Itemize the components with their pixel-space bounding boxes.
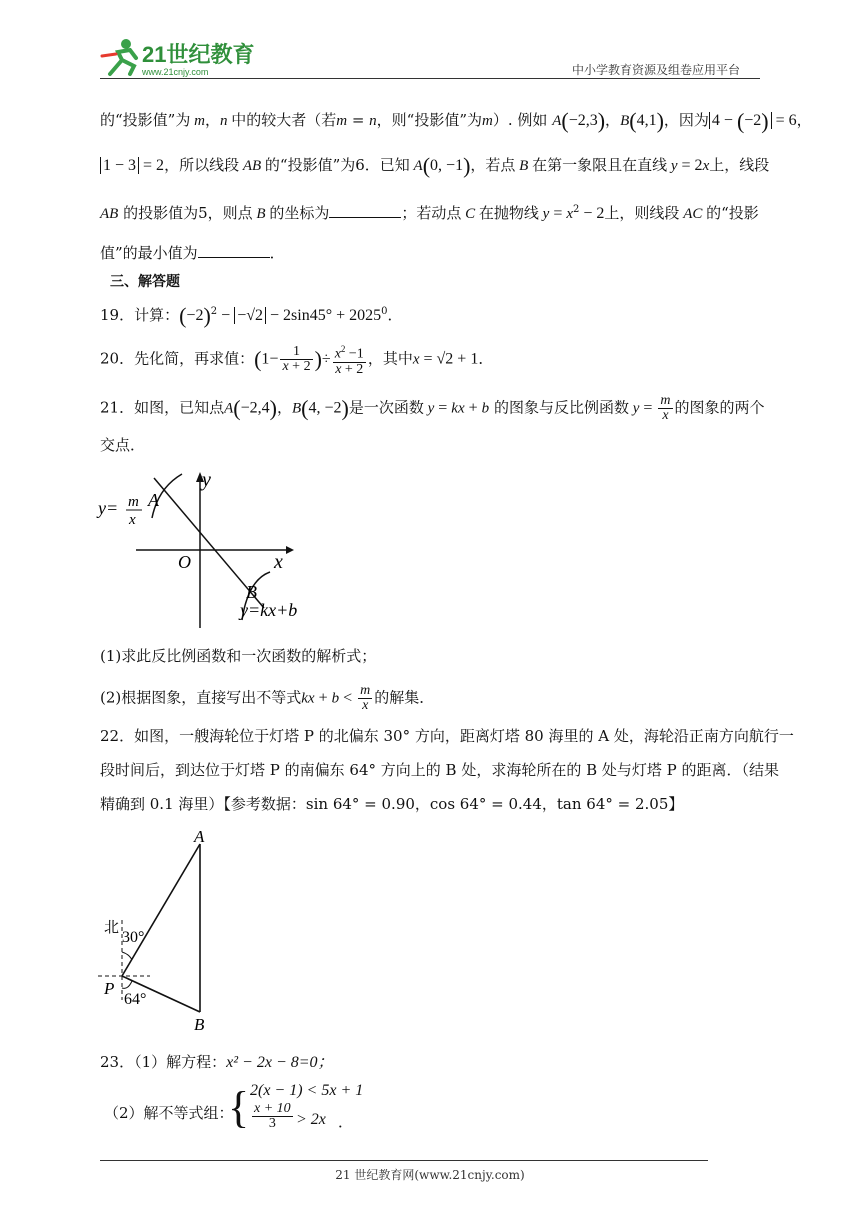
logo-url: www.21cnjy.com (142, 67, 209, 77)
inequality-2-fraction: $\frac{x + 10}{3}$ (254, 1101, 291, 1131)
q18-line2: 1 − 3 = 2，所以线段 AB 的“投影值”为6．已知 A(0, −1)，若点 B 在第一象限且在直线 y = 2x上，线段 (100, 155, 769, 176)
header-rule (100, 78, 760, 79)
q18-line4: 值”的最小值为 ． (100, 244, 285, 262)
angle-64-label: 64° (124, 991, 147, 1008)
x-label: x (274, 551, 283, 573)
point-b-label: B (194, 1015, 205, 1034)
q21-sub1: (1)求此反比例函数和一次函数的解析式； (100, 647, 377, 665)
q18-line1: 的“投影值”为 m，n 中的较大者（若m = n，则“投影值”为m）. 例如 A(−2,3)，B(4,1)，因为 4 − (−2) = 6， (100, 108, 812, 134)
runner-icon (102, 39, 136, 74)
q21-figure (96, 468, 306, 638)
x-axis-arrow-icon (286, 546, 294, 554)
point-a-label: A (194, 827, 205, 846)
point-a-label: A (148, 490, 159, 510)
y-label: y (202, 469, 211, 491)
q20: 20．先化简，再求值：(1− $\frac{1}{x + 2}$ )÷ $\frac{x^2 -1}{x + 2}$ ，其中x = √2 + 1． (100, 343, 494, 377)
segment-pa (122, 844, 200, 976)
q23-sub1: 23．（1）解方程：x² − 2x − 8=0； (100, 1053, 334, 1071)
inequality-2-rhs: > 2x (296, 1111, 326, 1128)
answer-blank-1 (329, 203, 401, 218)
curve-label: y= (98, 498, 119, 518)
angle-arc-64 (122, 981, 132, 988)
logo-text: 21世纪教育 (142, 42, 255, 67)
angle-30-label: 30° (122, 929, 145, 946)
section-title: 三、解答题 (110, 273, 180, 289)
site-logo (96, 34, 256, 78)
q18-line3: AB 的投影值为5，则点 B 的坐标为 ；若动点 C 在抛物线 $y = x^2 - 2$上，则线段 AC 的“投影 (100, 204, 759, 222)
curve-x: x (129, 512, 136, 528)
q21-line1: 21．如图，已知点A(−2,4)，B(4, −2)是一次函数 y = kx + b 的图象与反比例函数 y = $\frac{m}{x}$ 的图象的两个 (100, 393, 765, 423)
q22-line3: 精确到 0.1 海里）【参考数据：sin 64° = 0.90，cos 64° = 0.44，tan 64° = 2.05】 (100, 795, 684, 813)
q22-line2: 段时间后，到达位于灯塔 P 的南偏东 64° 方向上的 B 处，求海轮所在的 B 处与灯塔 P 的距离．（结果 (100, 761, 780, 779)
brace-icon: { (228, 1083, 250, 1132)
footer-text: 21 世纪教育网(www.21cnjy.com) (335, 1168, 525, 1182)
q22-figure (96, 824, 226, 1036)
q19: 19．计算：$(-2)^2 - -√2 - 2\sin 45^\circ + 2025^0$． (100, 303, 403, 328)
angle-arc-30 (122, 952, 132, 960)
inequality-1: 2(x − 1) < 5x + 1 (250, 1082, 364, 1099)
origin-label: O (178, 552, 191, 572)
q22-line1: 22．如图，一艘海轮位于灯塔 P 的北偏东 30° 方向，距离灯塔 80 海里的 A 处，海轮沿正南方向航行一 (100, 727, 794, 745)
line-label: y=kx+b (240, 600, 298, 620)
footer-rule (100, 1160, 708, 1161)
q21-line2: 交点． (100, 436, 146, 454)
q21-sub2: (2)根据图象，直接写出不等式kx + b < $\frac{m}{x}$ 的解集． (100, 683, 435, 713)
curve-m: m (128, 494, 139, 510)
platform-name: 中小学教育资源及组卷应用平台 (572, 63, 741, 77)
point-b-label: B (246, 582, 257, 602)
point-p-label: P (104, 979, 115, 998)
north-label: 北 (104, 918, 120, 936)
answer-blank-2 (198, 243, 270, 258)
